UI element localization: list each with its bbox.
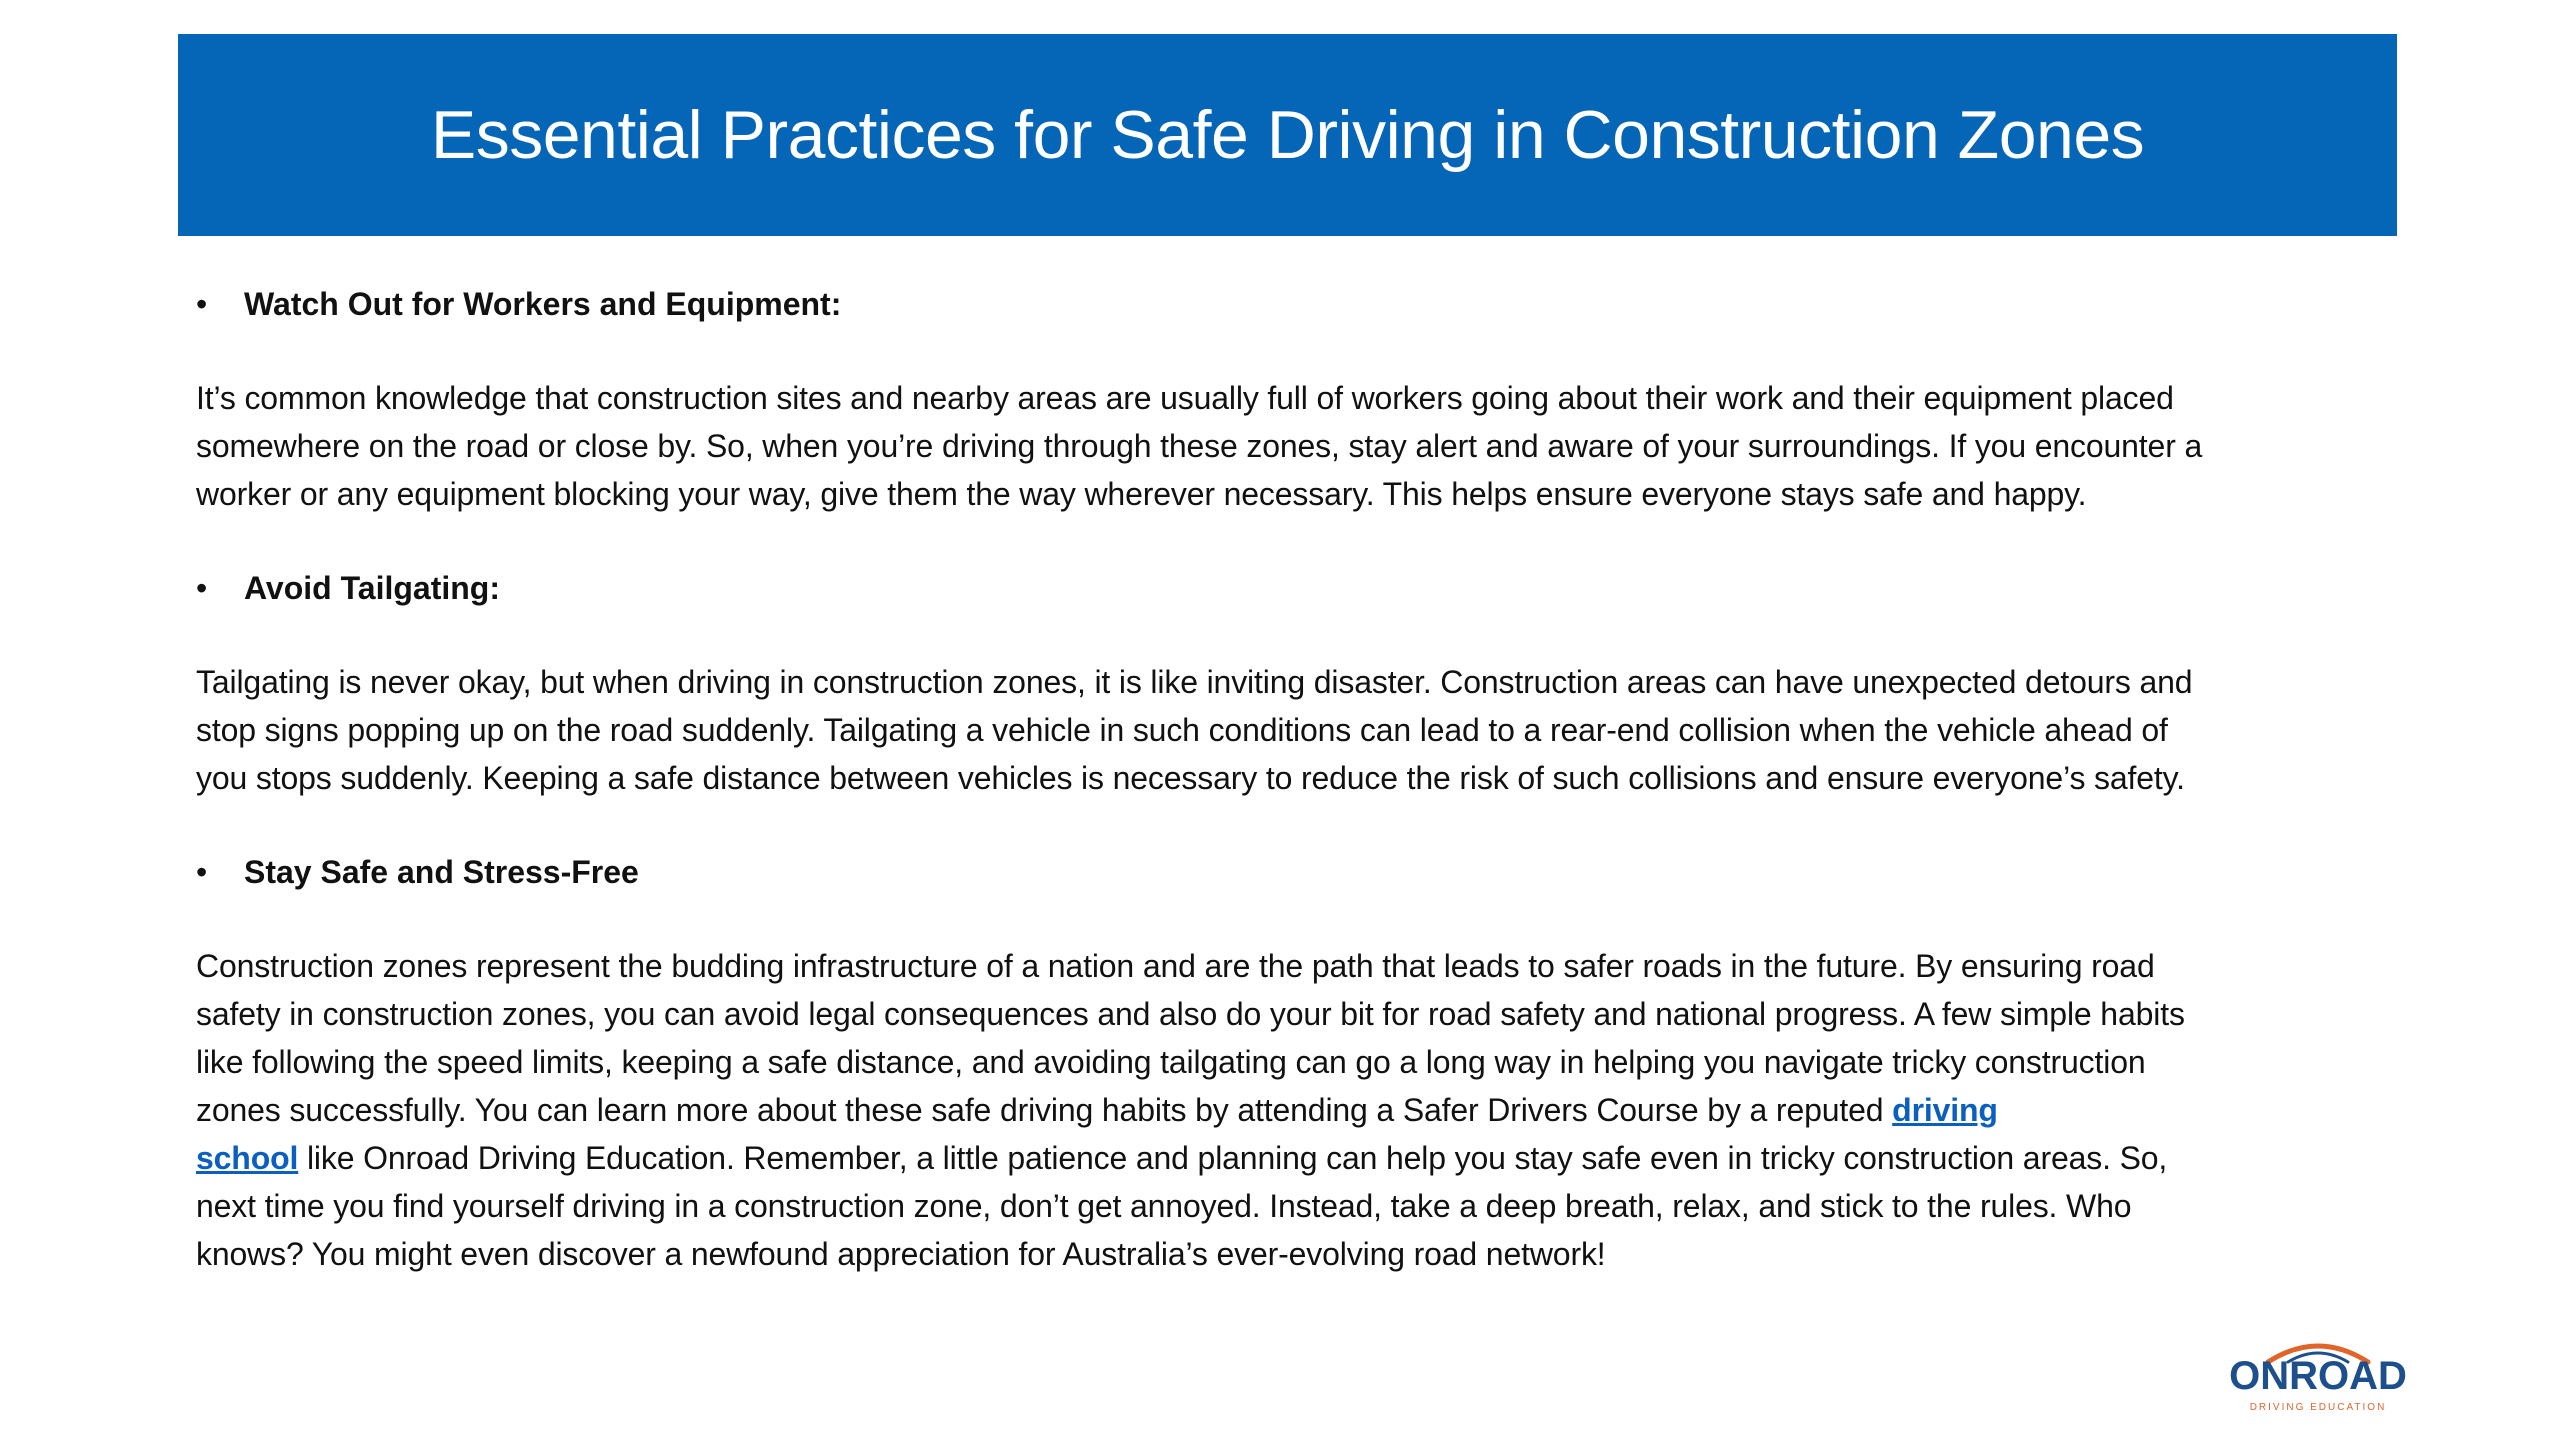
bullet-icon: • bbox=[196, 570, 208, 606]
slide-content bbox=[196, 276, 2396, 1320]
paragraph-line: worker or any equipment blocking your way, give them the way wherever necessary. This helps ensure everyone stays safe and happy. bbox=[196, 476, 2087, 512]
logo-subtitle: DRIVING EDUCATION bbox=[2249, 1402, 2387, 1413]
logo-wordmark: ONROAD bbox=[2229, 1354, 2407, 1398]
paragraph-line: you stops suddenly. Keeping a safe distance between vehicles is necessary to reduce the risk of such collisions and ensure everyone’s safety. bbox=[196, 760, 2185, 796]
bullet-icon: • bbox=[196, 286, 208, 322]
paragraph-stress-free bbox=[196, 942, 2396, 1278]
paragraph-line bbox=[196, 1086, 2396, 1134]
section-heading-text: Avoid Tailgating: bbox=[244, 570, 500, 606]
bullet-icon: • bbox=[196, 854, 208, 890]
section-heading-tailgating bbox=[196, 560, 2396, 616]
page-title: Essential Practices for Safe Driving in Construction Zones bbox=[430, 97, 2145, 173]
paragraph-line: Tailgating is never okay, but when driving in construction zones, it is like inviting disaster. Construction areas can have unexpected detours and bbox=[196, 664, 2193, 700]
section-heading-text: Stay Safe and Stress-Free bbox=[244, 854, 639, 890]
section-heading-text: Watch Out for Workers and Equipment: bbox=[244, 286, 842, 322]
paragraph-line: knows? You might even discover a newfound appreciation for Australia’s ever-evolving road network! bbox=[196, 1236, 1606, 1272]
driving-school-link[interactable]: driving bbox=[1892, 1092, 1998, 1128]
paragraph-line: Construction zones represent the budding infrastructure of a nation and are the path that leads to safer roads in the future. By ensuring road bbox=[196, 948, 2155, 984]
paragraph-line: next time you find yourself driving in a construction zone, don’t get annoyed. Instead, take a deep breath, relax, and stick to the rules. Who bbox=[196, 1188, 2132, 1224]
paragraph-line: It’s common knowledge that construction sites and nearby areas are usually full of workers going about their work and their equipment placed bbox=[196, 380, 2174, 416]
onroad-logo bbox=[2228, 1336, 2408, 1416]
paragraph-line-text: zones successfully. You can learn more about these safe driving habits by attending a Safer Drivers Course by a reputed bbox=[196, 1092, 1893, 1128]
paragraph-tailgating bbox=[196, 658, 2396, 802]
paragraph-line: stop signs popping up on the road suddenly. Tailgating a vehicle in such conditions can lead to a rear-end collision when the vehicle ahead of bbox=[196, 712, 2168, 748]
paragraph-line: safety in construction zones, you can avoid legal consequences and also do your bit for road safety and national progress. A few simple habits bbox=[196, 996, 2185, 1032]
paragraph-line: somewhere on the road or close by. So, when you’re driving through these zones, stay alert and aware of your surroundings. If you encounter a bbox=[196, 428, 2203, 464]
paragraph-workers bbox=[196, 374, 2396, 518]
driving-school-link-continued[interactable]: school bbox=[196, 1140, 299, 1176]
paragraph-line bbox=[196, 1134, 2396, 1182]
title-banner bbox=[178, 34, 2397, 236]
section-heading-stress-free bbox=[196, 844, 2396, 900]
section-heading-workers bbox=[196, 276, 2396, 332]
paragraph-line-text: like Onroad Driving Education. Remember, a little patience and planning can help you stay safe even in tricky construction areas. So, bbox=[298, 1140, 2168, 1176]
paragraph-line: like following the speed limits, keeping a safe distance, and avoiding tailgating can go a long way in helping you navigate tricky construction bbox=[196, 1044, 2146, 1080]
